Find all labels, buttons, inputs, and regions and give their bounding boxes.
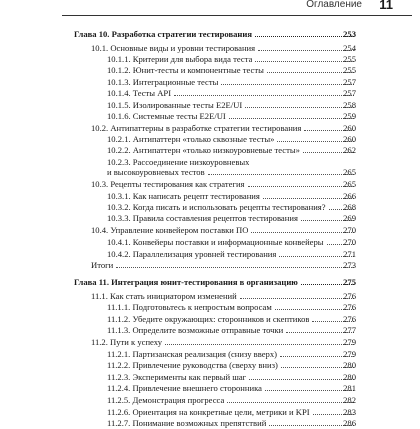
toc-entry-title: 11.2.5. Демонстрация прогресса (107, 395, 225, 405)
toc-entry-title: 10.1.4. Тесты API (107, 88, 172, 98)
toc-entry[interactable] (0, 123, 420, 134)
dot-leader (229, 118, 354, 119)
toc-entry-title: 10.3.1. Как написать рецепт тестирования (107, 191, 260, 201)
toc-entry-title: 10.1.3. Интеграционные тесты (107, 77, 219, 87)
toc-entry-title: 10.3. Рецепты тестирования как стратегия (91, 179, 245, 189)
toc-entry-page: 283 (343, 407, 356, 417)
toc-entry-page: 260 (343, 123, 356, 133)
dot-leader (255, 36, 354, 37)
toc-entry-page: 255 (343, 54, 356, 64)
toc-entry-page: 258 (343, 100, 356, 110)
toc-entry-page: 257 (343, 77, 356, 87)
toc-entry-title: 10.1.5. Изолированные тесты E2E/UI (107, 100, 243, 110)
toc-entry[interactable] (0, 291, 420, 302)
toc-entry-page: 265 (343, 179, 356, 189)
toc-entry-page: 266 (343, 191, 356, 201)
toc-chapter-entry[interactable] (0, 29, 420, 40)
dot-leader (240, 298, 354, 299)
toc-entry-page: 262 (343, 145, 356, 155)
dot-leader (116, 267, 354, 268)
toc-entry-title: 11.1.2. Убедите окружающих: сторонников и скептиков (107, 314, 310, 324)
dot-leader (227, 402, 354, 403)
dot-leader (267, 72, 354, 73)
toc-chapter-entry[interactable] (0, 277, 420, 288)
toc-entry-title: 10.4. Управление конвейером поставки ПО (91, 225, 249, 235)
toc-entry-page: 269 (343, 213, 356, 223)
toc-entry[interactable] (0, 191, 420, 202)
toc-entry-title: 10.2.3. Рассоединение низкоуровневых (107, 157, 250, 167)
toc-entry-page: 279 (343, 337, 356, 347)
dot-leader (251, 232, 354, 233)
toc-entry-title: 10.4.2. Параллелизация уровней тестирования (107, 249, 277, 259)
toc-entry-page: 271 (343, 249, 356, 259)
toc-entry-title: 11.2.4. Привлечение внешнего сторонника (107, 383, 262, 393)
page-number: 11 (379, 0, 393, 12)
toc-entry[interactable] (0, 395, 420, 406)
toc-entry[interactable] (0, 179, 420, 190)
toc-entry-page: 276 (343, 291, 356, 301)
toc-entry[interactable] (0, 249, 420, 260)
toc-entry-page: 279 (343, 349, 356, 359)
toc-entry-page: 257 (343, 88, 356, 98)
toc-entry-page: 259 (343, 111, 356, 121)
dot-leader (263, 198, 354, 199)
toc-entry-title: 11.1. Как стать инициатором изменений (91, 291, 237, 301)
toc-entry-page: 275 (343, 277, 356, 287)
toc-entry-title: 11.2. Пути к успеху (91, 337, 163, 347)
toc-entry-page: 253 (343, 29, 356, 39)
toc-entry-title: 10.1. Основные виды и уровни тестирования (91, 43, 256, 53)
dot-leader (165, 344, 354, 345)
toc-entry[interactable] (0, 167, 420, 178)
toc-entry[interactable] (0, 302, 420, 313)
toc-entry-title: 10.2.1. Антипаттерн «только сквозные тесты» (107, 134, 275, 144)
toc-entry-title: Итоги (91, 260, 114, 270)
toc-entry-title: 10.1.1. Критерии для выбора вида теста (107, 54, 253, 64)
toc-entry[interactable] (0, 100, 420, 111)
toc-entry[interactable] (0, 314, 420, 325)
toc-entry[interactable] (0, 134, 420, 145)
toc-entry[interactable] (0, 77, 420, 88)
toc-entry[interactable] (0, 213, 420, 224)
toc-entry[interactable] (0, 337, 420, 348)
toc-entry-title: 10.3.2. Когда писать и использовать рецепты тестирования? (107, 202, 326, 212)
toc-entry[interactable] (0, 225, 420, 236)
toc-entry[interactable] (0, 111, 420, 122)
toc-entry-page: 276 (343, 302, 356, 312)
toc-entry[interactable] (0, 202, 420, 213)
toc-entry-page: 273 (343, 260, 356, 270)
toc-entry-title: 11.2.7. Понимание возможных препятствий (107, 418, 267, 428)
toc-entry-page: 260 (343, 134, 356, 144)
dot-leader (269, 425, 354, 426)
toc-entry-title: 10.1.2. Юнит-тесты и компонентные тесты (107, 65, 264, 75)
dot-leader (208, 174, 354, 175)
toc-entry-page: 270 (343, 225, 356, 235)
toc-entry-page: 281 (343, 383, 356, 393)
toc-entry[interactable] (0, 88, 420, 99)
toc-entry[interactable] (0, 372, 420, 383)
toc-entry[interactable] (0, 65, 420, 76)
dot-leader (258, 50, 354, 51)
dot-leader (248, 186, 354, 187)
toc-entry-title: 11.2.6. Ориентация на конкретные цели, метрики и KPI (107, 407, 310, 417)
dot-leader (255, 61, 354, 62)
toc-entry-title: и высокоуровневых тестов (107, 167, 205, 177)
toc-entry[interactable] (0, 349, 420, 360)
toc-entry[interactable] (0, 237, 420, 248)
toc-entry-page: 255 (343, 65, 356, 75)
toc-entry-page: 276 (343, 314, 356, 324)
toc-entry-page: 280 (343, 360, 356, 370)
toc-entry-page: 277 (343, 325, 356, 335)
running-header-title: Оглавление (306, 0, 362, 10)
toc-entry-page: 268 (343, 202, 356, 212)
toc-entry-title: Глава 10. Разработка стратегии тестирования (74, 29, 252, 39)
toc-entry-title: 11.2.2. Привлечение руководства (сверху вниз) (107, 360, 278, 370)
toc-entry-page: 265 (343, 167, 356, 177)
toc-entry[interactable] (0, 145, 420, 156)
toc-entry[interactable] (0, 360, 420, 371)
toc-entry-title: 10.4.1. Конвейеры поставки и информационные конвейеры (107, 237, 324, 247)
toc-entry-page: 270 (343, 237, 356, 247)
toc-entry-page: 286 (343, 418, 356, 428)
dot-leader (174, 95, 354, 96)
toc-entry-page: 282 (343, 395, 356, 405)
toc-entry-title: 10.3.3. Правила составления рецептов тестирования (107, 213, 298, 223)
dot-leader (245, 107, 354, 108)
dot-leader (265, 390, 354, 391)
toc-entry-title: 10.1.6. Системные тесты E2E/UI (107, 111, 226, 121)
toc-entry-title: 10.2.2. Антипаттерн «только низкоуровневые тесты» (107, 145, 300, 155)
toc-entry[interactable] (0, 407, 420, 418)
toc-entry[interactable] (0, 325, 420, 336)
toc-entry-title: 11.1.1. Подготовьтесь к непростым вопросам (107, 302, 272, 312)
toc-entry[interactable] (0, 54, 420, 65)
toc-entry-title: Глава 11. Интеграция юнит-тестирования в организацию (74, 277, 298, 287)
dot-leader (221, 84, 354, 85)
toc-entry-title: 10.2. Антипаттерны в разработке стратегии тестирования (91, 123, 302, 133)
toc-entry-title: 11.1.3. Определите возможные отправные точки (107, 325, 284, 335)
toc-entry[interactable] (0, 260, 420, 271)
toc-entry-title: 11.2.3. Эксперименты как первый шаг (107, 372, 247, 382)
toc-entry-page: 254 (343, 43, 356, 53)
dot-leader (249, 379, 354, 380)
toc-entry[interactable] (0, 383, 420, 394)
toc-entry-title: 11.2.1. Партизанская реализация (снизу вверх) (107, 349, 277, 359)
toc-entry[interactable] (0, 43, 420, 54)
dot-leader (275, 309, 354, 310)
toc-entry-page: 280 (343, 372, 356, 382)
